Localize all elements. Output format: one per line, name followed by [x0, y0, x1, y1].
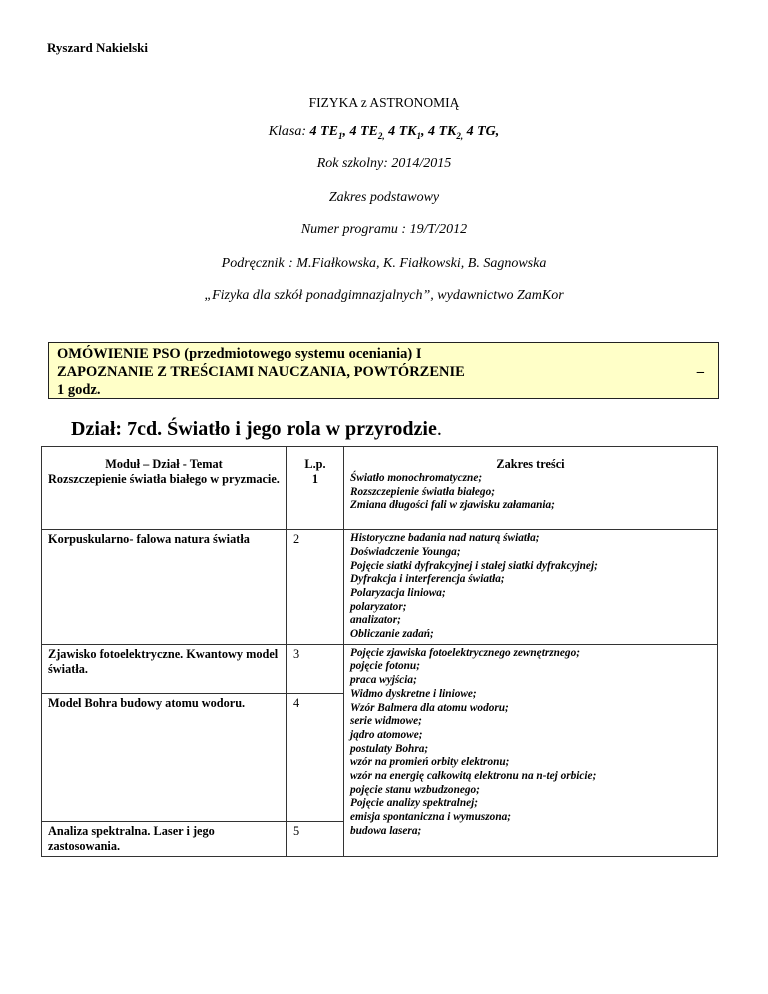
table-row [42, 644, 718, 693]
table-row-topic: Rozszczepienie światła białego w pryzmacie. [48, 472, 280, 486]
table-row [42, 530, 718, 645]
pso-box [48, 342, 719, 399]
class-item: 4 TG, [466, 124, 500, 139]
class-items [310, 124, 500, 139]
class-item: 4 $TE_1$, [309, 124, 350, 141]
subject-title: FIZYKA z ASTRONOMIĄ [308, 95, 460, 110]
table-row-number: 3 [287, 644, 344, 693]
table-row-content-line: Zmiana długości fali w zjawisku załamania; [350, 499, 555, 512]
school-year: Rok szkolny: 2014/2015 [316, 156, 452, 171]
table-header-row [42, 447, 718, 530]
class-item: 4 $TK_{2,}$ [427, 124, 464, 141]
table-row-content-line: Rozszczepienie światła białego; [350, 485, 495, 498]
table-row-content: Historyczne badania nad naturą światła; Doświadczenie Younga; Pojęcie siatki dyfrakcyjnej i stałej siatki dyfrakcyjnej; Dyfrakcja i interferencja światła; Polaryzacja liniowa; polaryzator; analizator; Obliczanie zadań; [344, 530, 718, 645]
header-topic-cell [42, 447, 287, 530]
table-row-number: 2 [287, 530, 344, 645]
pso-line-1: OMÓWIENIE PSO (przedmiotowego systemu oceniania) I [57, 346, 422, 362]
pso-line-2: ZAPOZNANIE Z TREŚCIAMI NAUCZANIA, POWTÓRZENIE [57, 364, 465, 380]
textbook-authors: Podręcznik : M.Fiałkowska, K. Fiałkowski, B. Sagnowska [221, 256, 547, 271]
table-row-number: 4 [287, 693, 344, 821]
table-row-number: 5 [287, 821, 344, 856]
section-heading-text: Dział: 7cd. Światło i jego rola w przyrodzie [71, 418, 437, 440]
class-item: 4 $TE_{2,}$ [349, 124, 385, 141]
table-row-content-line: Światło monochromatyczne; [350, 472, 483, 484]
pso-line-3: 1 godz. [57, 382, 101, 398]
program-number: Numer programu : 19/T/2012 [300, 222, 468, 237]
textbook-title: „Fizyka dla szkół ponadgimnazjalnych”, wydawnictwo ZamKor [204, 288, 564, 303]
class-list [0, 124, 768, 141]
topics-table [41, 446, 718, 857]
header-module: Moduł – Dział - Temat [105, 457, 223, 471]
header-lp: L.p. [304, 457, 326, 471]
table-row-topic: Zjawisko fotoelektryczne. Kwantowy model światła. [42, 644, 287, 693]
author-name: Ryszard Nakielski [47, 40, 149, 55]
section-heading [71, 418, 442, 441]
scope-level: Zakres podstawowy [328, 190, 440, 205]
table-row-topic: Korpuskularno- falowa natura światła [42, 530, 287, 645]
class-item: 4 $TK_1$, [388, 124, 428, 141]
header-number-cell [287, 447, 344, 530]
table-row-content: Pojęcie zjawiska fotoelektrycznego zewnętrznego; pojęcie fotonu; praca wyjścia; Widmo dyskretne i liniowe; Wzór Balmera dla atomu wodoru; serie widmowe; jądro atomowe; postulaty Bohra; wzór na promień orbity elektronu; wzór na energię całkowitą elektronu na n-tej orbicie; pojęcie stanu wzbudzonego; Pojęcie analizy spektralnej; emisja spontaniczna i wymuszona; budowa lasera; [344, 644, 718, 856]
pso-dash: – [696, 364, 704, 380]
table-row-topic: Analiza spektralna. Laser i jego zastosowania. [42, 821, 287, 856]
table-row-topic: Model Bohra budowy atomu wodoru. [42, 693, 287, 821]
header-scope: Zakres treści [496, 457, 565, 471]
section-heading-dot: . [436, 418, 442, 440]
header-content-cell [344, 447, 718, 530]
table-row-number: 1 [311, 472, 319, 486]
class-label: Klasa: [268, 124, 310, 139]
